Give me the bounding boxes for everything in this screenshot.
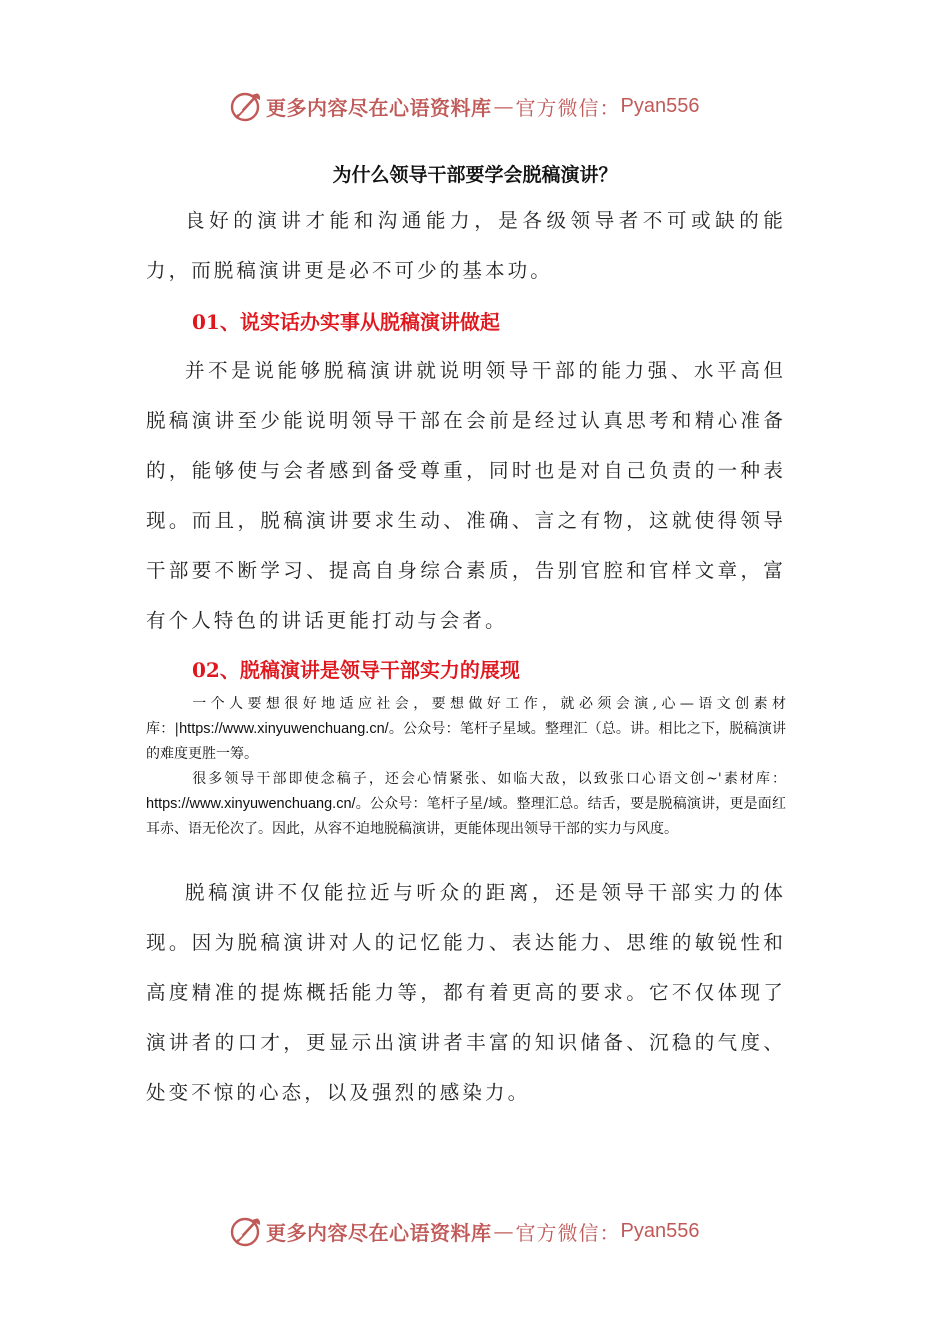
- banner-wechat-id: Pyan556: [620, 1219, 700, 1242]
- small-paragraph-1: 一个人要想很好地适应社会，要想做好工作，就必须会演,心—语文创素材库：|https://www.xinyuwenchuang.cn/。公众号：笔杆子星域。整理汇（总。讲。相比之下，脱稿演讲的难度更胜一筹。: [146, 696, 787, 762]
- banner-separator: —: [493, 1219, 514, 1243]
- banner-site-text: 更多内容尽在心语资料库: [266, 1220, 492, 1245]
- watermark-url-2[interactable]: https://www.xinyuwenchuang.cn/: [146, 796, 356, 812]
- banner-separator: —: [493, 94, 514, 118]
- footer-banner: [228, 1213, 699, 1249]
- small-paragraph-2: 很多领导干部即使念稿子，还会心情紧张、如临大敌，以致张口心语文创~'素材库：https://www.xinyuwenchuang.cn/。公众号：笔杆子星/域。整理汇总。结舌，要是脱稿演讲，更是面红耳赤、语无伦次了。因此，从容不迫地脱稿演讲，更能体现出领导干部的实力与风度。: [146, 771, 786, 837]
- section-1: [146, 302, 786, 342]
- header-banner: [228, 88, 699, 124]
- intro-block: [146, 196, 786, 296]
- section-1-body: [146, 346, 786, 646]
- banner-site-text: 更多内容尽在心语资料库: [266, 95, 492, 120]
- document-title: 为什么领导干部要学会脱稿演讲？: [332, 164, 618, 186]
- section-2-body: [146, 868, 786, 1118]
- section-1-heading: 01、说实话办实事从脱稿演讲做起: [192, 310, 500, 334]
- banner-wechat-label: 官方微信：: [515, 95, 621, 120]
- section-2: [146, 650, 786, 690]
- watermark-url-1[interactable]: https://www.xinyuwenchuang.cn/: [179, 721, 389, 737]
- banner-wechat-id: Pyan556: [620, 94, 700, 117]
- intro-paragraph: 良好的演讲才能和沟通能力，是各级领导者不可或缺的能力，而脱稿演讲更是必不可少的基本功。: [146, 209, 786, 282]
- section-2-heading: 02、脱稿演讲是领导干部实力的展现: [192, 658, 520, 682]
- section-2-paragraph: 脱稿演讲不仅能拉近与听众的距离，还是领导干部实力的体现。因为脱稿演讲对人的记忆能力、表达能力、思维的敏锐性和高度精准的提炼概括能力等，都有着更高的要求。它不仅体现了演讲者的口才，更显示出演讲者丰富的知识储备、沉稳的气度、处变不惊的心态，以及强烈的感染力。: [146, 881, 786, 1104]
- quill-logo-icon: [228, 1213, 264, 1249]
- banner-wechat-label: 官方微信：: [515, 1220, 621, 1245]
- section-2-small-text: [146, 692, 786, 842]
- section-1-paragraph: 并不是说能够脱稿演讲就说明领导干部的能力强、水平高但脱稿演讲至少能说明领导干部在会前是经过认真思考和精心准备的，能够使与会者感到备受尊重，同时也是对自己负责的一种表现。而且，脱稿演讲要求生动、准确、言之有物，这就使得领导干部要不断学习、提高自身综合素质，告别官腔和官样文章，富有个人特色的讲话更能打动与会者。: [146, 359, 786, 632]
- quill-logo-icon: [228, 88, 264, 124]
